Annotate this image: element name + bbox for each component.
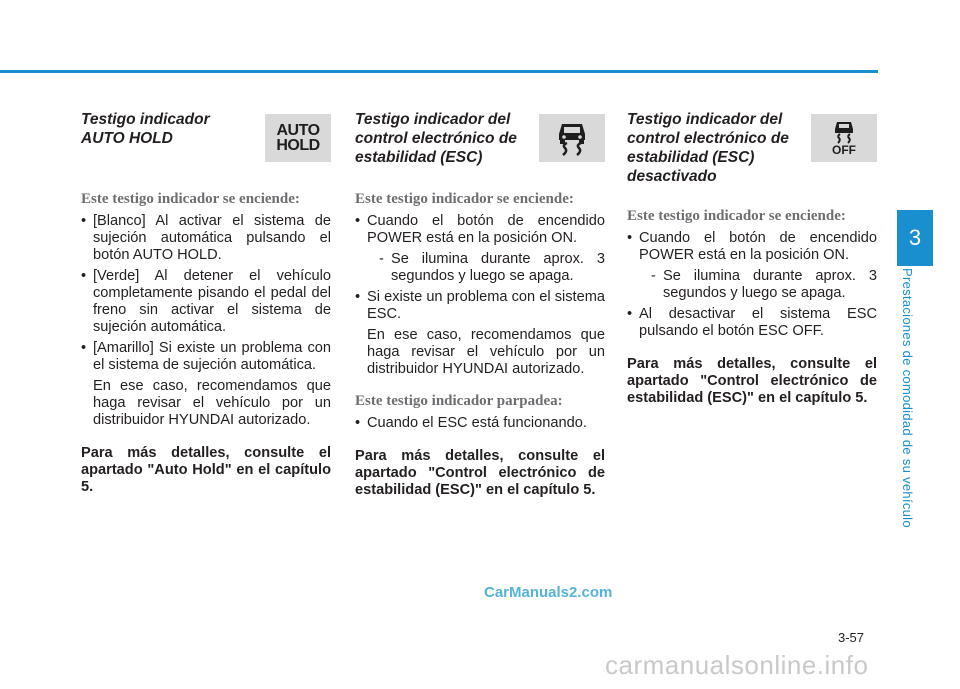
- section-title: Testigo indicador del control electrónico de estabilidad (ESC) desactivado: [627, 111, 789, 185]
- bullet-list: [355, 415, 605, 432]
- chapter-title: Prestaciones de comodidad de su vehículo: [900, 268, 915, 528]
- watermark-text: carmanualsonline.info: [605, 650, 869, 680]
- section-title: Testigo indicador del control electrónico de estabilidad (ESC): [355, 111, 517, 166]
- subheading: Este testigo indicador parpadea:: [355, 393, 563, 409]
- subheading: Este testigo indicador se enciende:: [355, 191, 574, 207]
- item-subpoint: - Se ilumina durante aprox. 3 segundos y luego se apaga.: [367, 251, 605, 285]
- list-item: • [Amarillo] Si existe un problema con el sistema de sujeción automática. En ese caso, recomendamos que haga revisar el vehículo por un distribuidor HYUNDAI autorizado.: [81, 340, 331, 429]
- subheading: Este testigo indicador se enciende:: [81, 191, 300, 207]
- closing-note: Para más detalles, consulte el apartado "Auto Hold" en el capítulo 5.: [81, 445, 331, 495]
- section-title: Testigo indicador AUTO HOLD: [81, 111, 210, 147]
- bullet-list: [355, 213, 605, 378]
- auto-hold-section: [81, 110, 331, 496]
- item-subpoint: - Se ilumina durante aprox. 3 segundos y luego se apaga.: [639, 268, 877, 302]
- esc-off-section: [627, 110, 877, 407]
- esc-off-icon: OFF: [811, 114, 877, 162]
- list-item: • [Blanco] Al activar el sistema de sujeción automática pulsando el botón AUTO HOLD.: [81, 213, 331, 264]
- list-item: • Si existe un problema con el sistema ESC. En ese caso, recomendamos que haga revisar el vehículo por un distribuidor HYUNDAI autorizado.: [355, 289, 605, 378]
- list-item: • Cuando el ESC está funcionando.: [355, 415, 605, 432]
- bullet-list: [627, 230, 877, 340]
- header-rule: [0, 70, 878, 73]
- page-number: 3-57: [838, 630, 865, 645]
- list-item: • Cuando el botón de encendido POWER está en la posición ON. - Se ilumina durante aprox. 3 segundos y luego se apaga.: [627, 230, 877, 302]
- list-item: • Cuando el botón de encendido POWER está en la posición ON. - Se ilumina durante aprox. 3 segundos y luego se apaga.: [355, 213, 605, 285]
- list-item: • Al desactivar el sistema ESC pulsando el botón ESC OFF.: [627, 306, 877, 340]
- esc-icon: [539, 114, 605, 162]
- chapter-tab: 3: [897, 210, 933, 266]
- closing-note: Para más detalles, consulte el apartado "Control electrónico de estabilidad (ESC)" en el capítulo 5.: [627, 356, 877, 406]
- auto-hold-icon: AUTO HOLD: [265, 114, 331, 162]
- subheading: Este testigo indicador se enciende:: [627, 208, 846, 224]
- item-note: En ese caso, recomendamos que haga revisar el vehículo por un distribuidor HYUNDAI autorizado.: [93, 378, 331, 428]
- watermark-link[interactable]: CarManuals2.com: [484, 584, 613, 601]
- list-item: • [Verde] Al detener el vehículo completamente pisando el pedal del freno sin activar el sistema de sujeción automática.: [81, 268, 331, 336]
- bullet-list: [81, 213, 331, 429]
- item-note: En ese caso, recomendamos que haga revisar el vehículo por un distribuidor HYUNDAI autorizado.: [367, 327, 605, 377]
- esc-section: [355, 110, 605, 499]
- closing-note: Para más detalles, consulte el apartado "Control electrónico de estabilidad (ESC)" en el capítulo 5.: [355, 448, 605, 498]
